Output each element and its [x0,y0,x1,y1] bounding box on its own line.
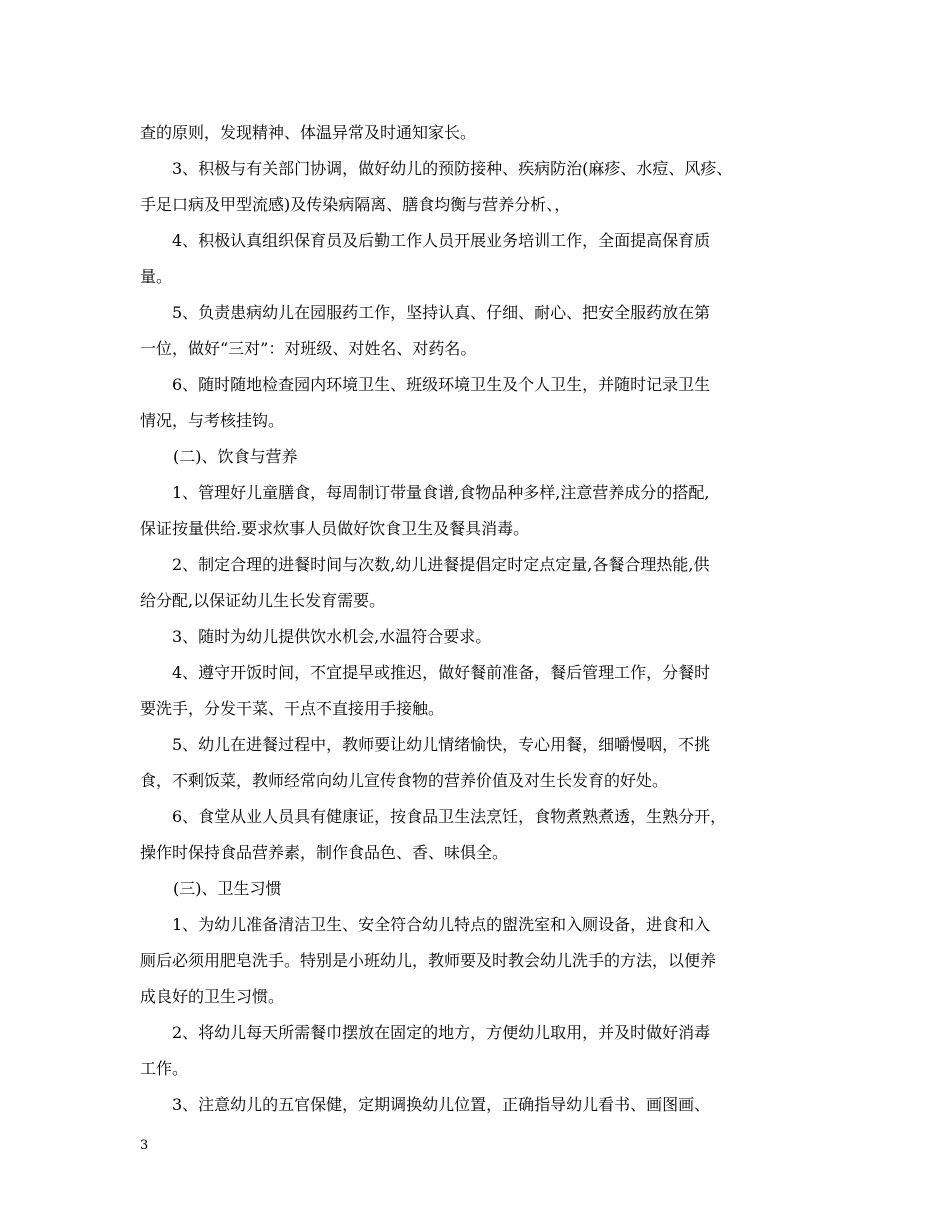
list-item-3-line-2: 手足口病及甲型流感)及传染病隔离、膳食均衡与营养分析、， [140,195,571,214]
list-item-5-line-2: 一位，做好“三对”：对班级、对姓名、对药名。 [140,339,477,358]
diet-item-1-line-1: 1、管理好儿童膳食，每周制订带量食谱,食物品种多样,注意营养成分的搭配, [172,483,710,502]
diet-item-5-line-2: 食，不剩饭菜，教师经常向幼儿宣传食物的营养价值及对生长发育的好处。 [140,771,669,790]
diet-item-2-line-2: 给分配,以保证幼儿生长发育需要。 [140,591,386,610]
list-item-6-line-2: 情况，与考核挂钩。 [140,411,285,430]
diet-item-1-line-2: 保证按量供给.要求炊事人员做好饮食卫生及餐具消毒。 [140,519,530,538]
text-line-continuation: 查的原则，发现精神、体温异常及时通知家长。 [140,123,477,142]
hygiene-item-1-line-3: 成良好的卫生习惯。 [140,987,285,1006]
diet-item-4-line-1: 4、遵守开饭时间，不宜提早或推迟，做好餐前准备，餐后管理工作，分餐时 [172,663,711,682]
section-heading-hygiene-habits: (三)、卫生习惯 [173,879,282,898]
page-number: 3 [140,1138,149,1153]
diet-item-5-line-1: 5、幼儿在进餐过程中，教师要让幼儿情绪愉快，专心用餐，细嚼慢咽，不挑 [172,735,711,754]
hygiene-item-1-line-2: 厕后必须用肥皂洗手。特别是小班幼儿，教师要及时教会幼儿洗手的方法，以便养 [140,951,717,970]
list-item-4-line-2: 量。 [140,267,173,286]
section-heading-diet-nutrition: (二)、饮食与营养 [173,447,298,466]
diet-item-4-line-2: 要洗手，分发干菜、干点不直接用手接触。 [140,699,445,718]
hygiene-item-2-line-2: 工作。 [140,1059,189,1078]
list-item-4-line-1: 4、积极认真组织保育员及后勤工作人员开展业务培训工作，全面提高保育质 [172,231,711,250]
document-body [140,115,830,1123]
list-item-6-line-1: 6、随时随地检查园内环境卫生、班级环境卫生及个人卫生，并随时记录卫生 [172,375,711,394]
hygiene-item-1-line-1: 1、为幼儿准备清洁卫生、安全符合幼儿特点的盥洗室和入厕设备，进食和入 [172,915,711,934]
diet-item-6-line-2: 操作时保持食品营养素，制作食品色、香、味俱全。 [140,843,509,862]
list-item-5-line-1: 5、负责患病幼儿在园服药工作，坚持认真、仔细、耐心、把安全服药放在第 [172,303,711,322]
diet-item-6-line-1: 6、食堂从业人员具有健康证，按食品卫生法烹饪，食物煮熟煮透，生熟分开， [172,807,727,826]
hygiene-item-3-line-1: 3、注意幼儿的五官保健，定期调换幼儿位置，正确指导幼儿看书、画图画、 [172,1095,711,1114]
diet-item-2-line-1: 2、制定合理的进餐时间与次数,幼儿进餐提倡定时定点定量,各餐合理热能,供 [172,555,710,574]
hygiene-item-2-line-1: 2、将幼儿每天所需餐巾摆放在固定的地方，方便幼儿取用，并及时做好消毒 [172,1023,711,1042]
list-item-3-line-1: 3、积极与有关部门协调，做好幼儿的预防接种、疾病防治(麻疹、水痘、风疹、 [172,159,733,178]
diet-item-3: 3、随时为幼儿提供饮水机会,水温符合要求。 [172,627,492,646]
